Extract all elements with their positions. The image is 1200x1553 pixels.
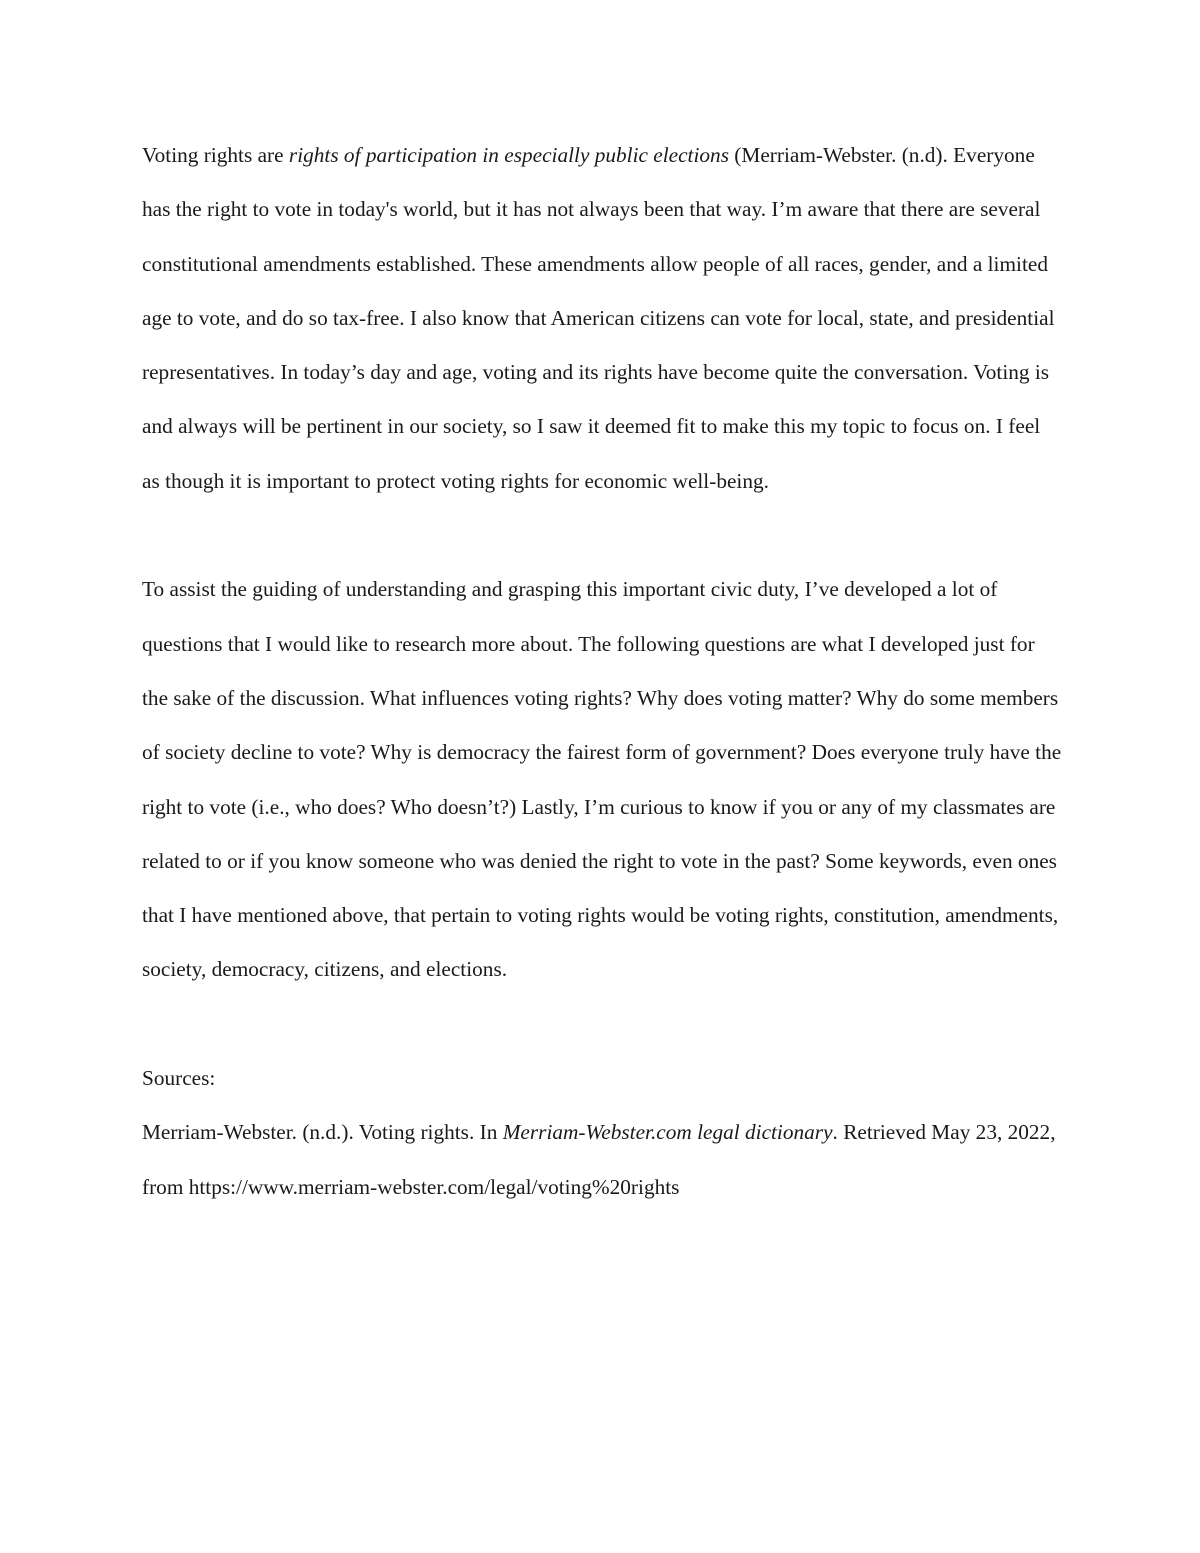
- citation-entry: [142, 1105, 1062, 1214]
- definition-italic-text: rights of participation in especially public elections: [288, 143, 729, 167]
- paragraph-lead-text: Voting rights are: [142, 143, 289, 167]
- sources-heading: Sources:: [142, 1066, 216, 1091]
- document-body: [142, 128, 1062, 1214]
- paragraph-research-questions: To assist the guiding of understanding and grasping this important civic duty, I’ve developed a lot of questions that I would like to research more about. The following questions are what I developed just for the sake of the discussion. What influences voting rights? Why does voting matter? Why do some members of society decline to vote? Why is democracy the fairest form of government? Does everyone truly have the right to vote (i.e., who does? Who doesn’t?) Lastly, I’m curious to know if you or any of my classmates are related to or if you know someone who was denied the right to vote in the past? Some keywords, even ones that I have mentioned above, that pertain to voting rights would be voting rights, constitution, amendments, society, democracy, citizens, and elections.: [142, 577, 1062, 982]
- citation-rest-text: . Retrieved May 23, 2022, from https://www.merriam-webster.com/legal/voting%20rights: [142, 1120, 1056, 1199]
- paragraph-voting-rights-intro: [142, 128, 1062, 508]
- citation-lead-text: Merriam-Webster. (n.d.). Voting rights. In: [142, 1120, 503, 1145]
- paragraph-rest-text: (Merriam-Webster. (n.d). Everyone has the right to vote in today's world, but it has not always been that way. I’m aware that there are several constitutional amendments established. These amendments allow people of all races, gender, and a limited age to vote, and do so tax-free. I also know that American citizens can vote for local, state, and presidential representatives. In today’s day and age, voting and its rights have become quite the conversation. Voting is and always will be pertinent in our society, so I saw it deemed fit to make this my topic to focus on. I feel as though it is important to protect voting rights for economic well-being.: [142, 143, 1055, 493]
- citation-source-italic: Merriam-Webster.com legal dictionary: [502, 1120, 833, 1145]
